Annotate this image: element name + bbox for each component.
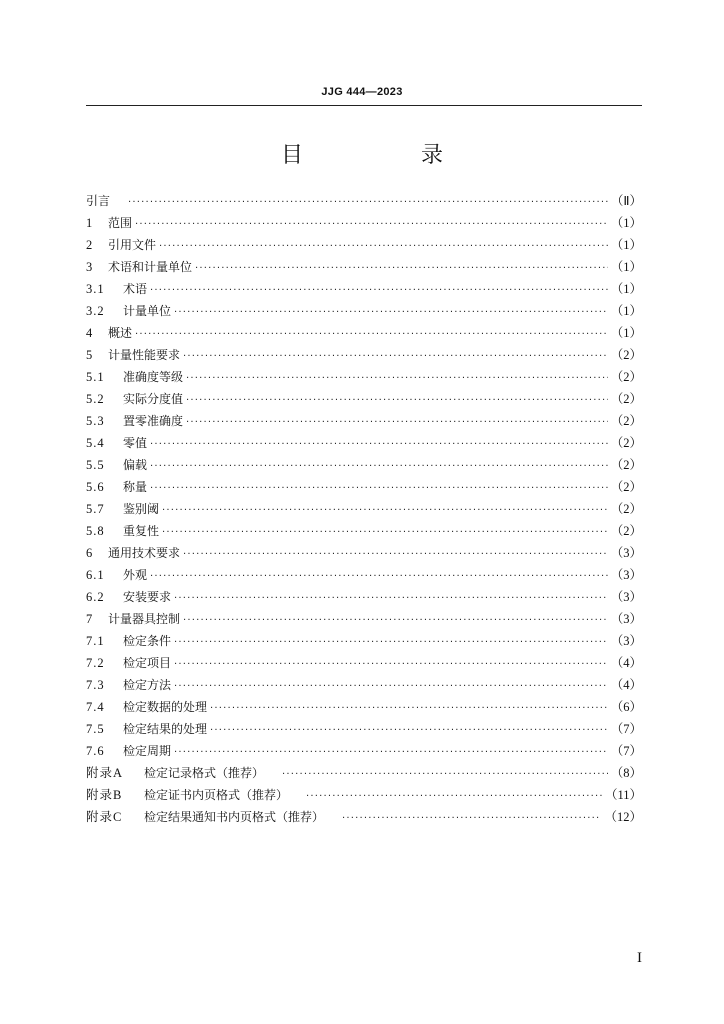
toc-entry-number: 6 — [86, 546, 94, 560]
toc-entry[interactable] — [86, 190, 642, 212]
toc-entry-page: （3） — [610, 612, 642, 626]
toc-entry-label: 检定记录格式（推荐） — [144, 766, 265, 780]
toc-entry-page: （2） — [610, 480, 642, 494]
toc-entry-label: 检定证书内页格式（推荐） — [144, 788, 289, 802]
toc-entry-page: （11） — [604, 788, 642, 802]
toc-entry-page: （3） — [610, 568, 642, 582]
toc-entry[interactable] — [86, 608, 642, 630]
dot-leader — [306, 786, 602, 808]
toc-entry-label: 偏载 — [123, 458, 148, 472]
toc-entry-number: 5.2 — [86, 392, 105, 406]
toc-entry[interactable] — [86, 300, 642, 322]
toc-entry-number: 2 — [86, 238, 94, 252]
dot-leader — [342, 808, 601, 830]
toc-entry-label: 零值 — [123, 436, 148, 450]
toc-entry-label: 通用技术要求 — [108, 546, 181, 560]
toc-entry-page: （4） — [610, 656, 642, 670]
toc-entry-page: （3） — [610, 546, 642, 560]
toc-entry-number: 5.4 — [86, 436, 105, 450]
toc-entry-page: （2） — [610, 414, 642, 428]
dot-leader — [135, 214, 608, 236]
toc-entry-label: 引用文件 — [108, 238, 157, 252]
page-number: I — [637, 950, 642, 966]
dot-leader — [210, 720, 608, 742]
toc-entry-page: （7） — [610, 744, 642, 758]
toc-entry-label: 术语和计量单位 — [108, 260, 193, 274]
toc-entry-number: 7.1 — [86, 634, 105, 648]
toc-entry-page: （8） — [610, 766, 642, 780]
dot-leader — [282, 764, 608, 786]
toc-entry-number: 6.1 — [86, 568, 105, 582]
toc-entry-number: 6.2 — [86, 590, 105, 604]
toc-entry[interactable] — [86, 630, 642, 652]
toc-entry-page: （1） — [610, 260, 642, 274]
toc-entry[interactable] — [86, 322, 642, 344]
toc-entry[interactable] — [86, 344, 642, 366]
toc-entry-page: （7） — [610, 722, 642, 736]
toc-entry-label: 检定结果的处理 — [123, 722, 208, 736]
toc-entry-number: 7.4 — [86, 700, 105, 714]
toc-entry-label: 准确度等级 — [123, 370, 184, 384]
toc-entry[interactable] — [86, 432, 642, 454]
toc-entry[interactable] — [86, 234, 642, 256]
dot-leader — [150, 478, 608, 500]
toc-entry-number: 5.1 — [86, 370, 105, 384]
toc-entry-label: 检定项目 — [123, 656, 172, 670]
dot-leader — [186, 390, 608, 412]
toc-entry[interactable] — [86, 476, 642, 498]
toc-entry-page: （2） — [610, 502, 642, 516]
toc-entry-label: 检定结果通知书内页格式（推荐） — [144, 810, 325, 824]
toc-entry[interactable] — [86, 256, 642, 278]
toc-entry-page: （2） — [610, 524, 642, 538]
toc-entry[interactable] — [86, 696, 642, 718]
toc-entry-number: 7.6 — [86, 744, 105, 758]
toc-entry-label: 安装要求 — [123, 590, 172, 604]
toc-entry-page: （2） — [610, 436, 642, 450]
toc-entry[interactable] — [86, 388, 642, 410]
toc-entry-number: 7.2 — [86, 656, 105, 670]
dot-leader — [162, 522, 608, 544]
toc-entry-number: 7.3 — [86, 678, 105, 692]
dot-leader — [174, 632, 608, 654]
toc-entry-label: 实际分度值 — [123, 392, 184, 406]
toc-entry[interactable] — [86, 586, 642, 608]
toc-entry-number: 附录A — [86, 766, 124, 780]
toc-entry[interactable] — [86, 740, 642, 762]
toc-entry-label: 范围 — [108, 216, 133, 230]
dot-leader — [150, 280, 608, 302]
toc-entry-number: 附录C — [86, 810, 123, 824]
page-title: 目 录 — [280, 143, 491, 168]
toc-entry-number: 7 — [86, 612, 94, 626]
dot-leader — [186, 412, 608, 434]
toc-entry-label: 计量器具控制 — [108, 612, 181, 626]
toc-entry-page: （1） — [610, 326, 642, 340]
toc-entry-appendix[interactable] — [86, 806, 642, 828]
dot-leader — [174, 676, 608, 698]
toc-entry-label: 术语 — [123, 282, 148, 296]
toc-entry[interactable] — [86, 520, 642, 542]
dot-leader — [186, 368, 608, 390]
toc-entry[interactable] — [86, 652, 642, 674]
toc-entry-label: 检定条件 — [123, 634, 172, 648]
toc-entry-number: 5 — [86, 348, 94, 362]
dot-leader — [183, 610, 608, 632]
dot-leader — [135, 324, 608, 346]
toc-entry-appendix[interactable] — [86, 762, 642, 784]
toc-entry[interactable] — [86, 212, 642, 234]
toc-entry-page: （3） — [610, 590, 642, 604]
toc-entry-page: （1） — [610, 216, 642, 230]
dot-leader — [174, 588, 608, 610]
toc-entry-label: 外观 — [123, 568, 148, 582]
toc-entry-number: 5.8 — [86, 524, 105, 538]
toc-entry-number: 5.7 — [86, 502, 105, 516]
toc-entry[interactable] — [86, 564, 642, 586]
toc-entry-page: （2） — [610, 458, 642, 472]
dot-leader — [150, 434, 608, 456]
toc-entry[interactable] — [86, 498, 642, 520]
dot-leader — [150, 456, 608, 478]
dot-leader — [195, 258, 608, 280]
header-divider — [86, 105, 642, 106]
dot-leader — [210, 698, 608, 720]
dot-leader — [159, 236, 608, 258]
toc-entry-label: 引言 — [86, 194, 111, 208]
dot-leader — [150, 566, 608, 588]
toc-entry-number: 1 — [86, 216, 94, 230]
toc-entry-number: 5.6 — [86, 480, 105, 494]
toc-entry-number: 7.5 — [86, 722, 105, 736]
dot-leader — [174, 742, 608, 764]
dot-leader — [183, 346, 608, 368]
toc-entry[interactable] — [86, 366, 642, 388]
toc-entry-label: 重复性 — [123, 524, 160, 538]
toc-entry-page: （2） — [610, 370, 642, 384]
toc-entry-page: （1） — [610, 304, 642, 318]
document-header: JJG 444—2023 — [321, 86, 403, 98]
toc-entry-label: 计量性能要求 — [108, 348, 181, 362]
toc-entry-number: 4 — [86, 326, 94, 340]
toc-entry-page: （3） — [610, 634, 642, 648]
toc-entry-number: 5.3 — [86, 414, 105, 428]
dot-leader — [162, 500, 608, 522]
toc-entry-label: 鉴别阈 — [123, 502, 160, 516]
toc-entry-label: 概述 — [108, 326, 133, 340]
dot-leader — [128, 192, 608, 214]
toc-entry-page: （12） — [604, 810, 642, 824]
toc-entry-page: （6） — [610, 700, 642, 714]
dot-leader — [174, 302, 608, 324]
toc-entry-page: （1） — [610, 282, 642, 296]
toc-entry-number: 5.5 — [86, 458, 105, 472]
toc-entry[interactable] — [86, 718, 642, 740]
toc-entry-number: 附录B — [86, 788, 123, 802]
toc-entry[interactable] — [86, 410, 642, 432]
toc-entry-label: 检定方法 — [123, 678, 172, 692]
toc-entry-number: 3 — [86, 260, 94, 274]
toc-entry-page: （Ⅱ） — [610, 194, 642, 208]
dot-leader — [174, 654, 608, 676]
toc-entry-page: （1） — [610, 238, 642, 252]
toc-entry-page: （2） — [610, 392, 642, 406]
dot-leader — [183, 544, 608, 566]
toc-entry[interactable] — [86, 454, 642, 476]
toc-entry-label: 检定数据的处理 — [123, 700, 208, 714]
toc-entry[interactable] — [86, 674, 642, 696]
toc-entry-label: 称量 — [123, 480, 148, 494]
toc-entry-label: 置零准确度 — [123, 414, 184, 428]
toc-entry[interactable] — [86, 542, 642, 564]
toc-entry-page: （4） — [610, 678, 642, 692]
toc-entry[interactable] — [86, 278, 642, 300]
toc-entry-appendix[interactable] — [86, 784, 642, 806]
toc-entry-label: 计量单位 — [123, 304, 172, 318]
toc-entry-label: 检定周期 — [123, 744, 172, 758]
table-of-contents — [86, 190, 642, 828]
toc-entry-page: （2） — [610, 348, 642, 362]
toc-entry-number: 3.2 — [86, 304, 105, 318]
toc-entry-number: 3.1 — [86, 282, 105, 296]
